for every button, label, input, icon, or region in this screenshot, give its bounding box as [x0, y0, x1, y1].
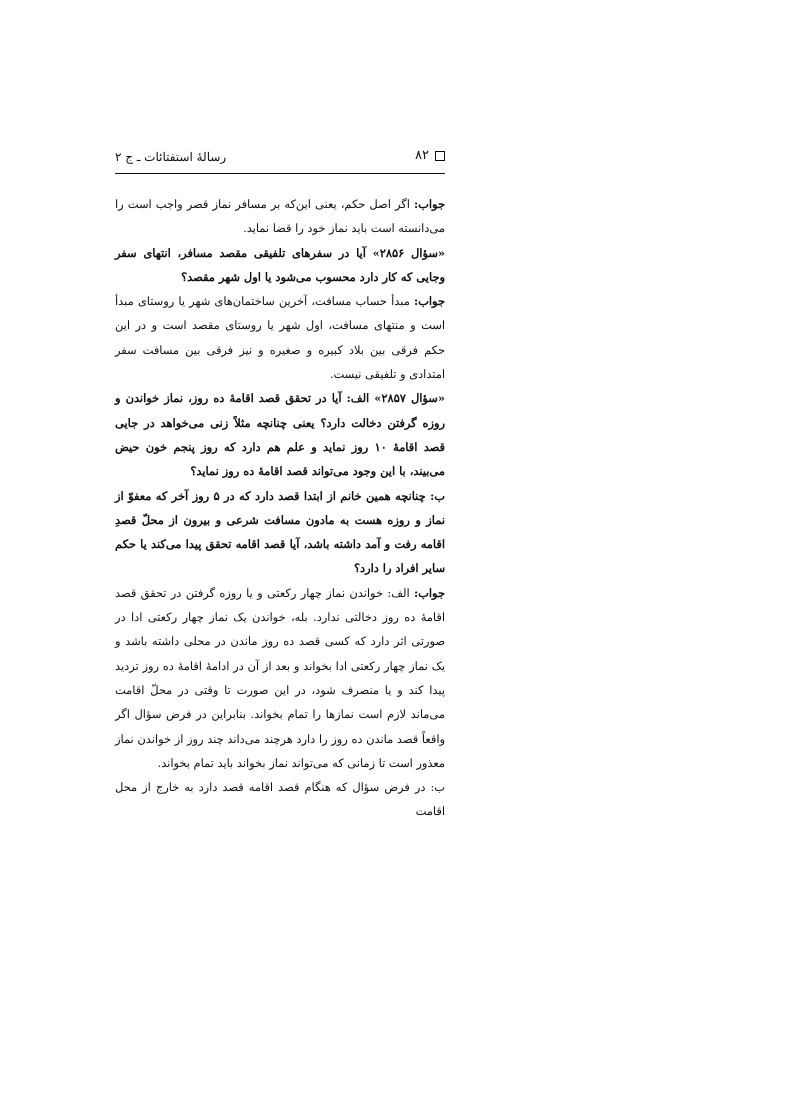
- answer-text: ب: در فرض سؤال که هنگام قصد اقامه قصد دارد به خارج از محل اقامت: [115, 780, 445, 819]
- answer-label: جواب:: [413, 585, 445, 600]
- answer-label: جواب:: [413, 294, 445, 309]
- answer-text: الف: خواندن نماز چهار رکعتی و یا روزه گرفتن در تحقق قصد اقامهٔ ده روز دخالتی ندارد. بله، خواندن یک نماز چهار رکعتی ادا در صورتی اثر دارد که کسی قصد ده روز ماندن در محلی داشته باشد و یک نماز چهار رکعتی ادا بخواند و بعد از آن در ادامهٔ اقامهٔ ده روز تردید پیدا کند و یا منصرف شود، در این صورت تا وقتی در محلّ اقامت می‌ماند لازم است نمازها را تمام بخواند. بنابراین در فرض سؤال اگر واقعاً قصد ماندن ده روز را دارد هرچند می‌داند چند روز از خواندن نماز معذور است تا زمانی که می‌تواند نماز بخواند باید تمام بخواند.: [115, 585, 445, 770]
- question-paragraph: ب: چنانچه همین خانم از ابتدا قصد دارد که در ۵ روز آخر که معفوّ از نماز و روزه هست به مادون مسافت شرعی و بیرون از محلّ قصدِ اقامه رفت و آمد داشته باشد، آیا قصد اقامه تحقق پیدا می‌کند یا حکم سایر افراد را دارد؟: [115, 488, 446, 576]
- answer-paragraph: [115, 289, 445, 386]
- body-text: [115, 192, 445, 824]
- answer-text: مبدأ حساب مسافت، آخرین ساختمان‌های شهر یا روستای مبدأ است و منتهای مسافت، اول شهر یا روستای مقصد است و در این حکم فرقی بین بلاد کبیره و صغیره و نیز فرقی بین مسافت سفر امتدادی و تلفیقی نیست.: [115, 294, 445, 382]
- answer-label: جواب:: [413, 197, 445, 211]
- page-number: ۸۲: [415, 148, 429, 163]
- answer-paragraph: [115, 775, 445, 824]
- book-title: رسالهٔ استفتائات ـ ج ۲: [115, 150, 227, 164]
- answer-paragraph: [115, 192, 445, 241]
- answer-paragraph: [115, 581, 445, 775]
- question-paragraph: «سؤال ۲۸۵۷» الف: آیا در تحقق قصد اقامهٔ ده روز، نماز خواندن و روزه گرفتن دخالت دارد؟ یعنی چنانچه مثلاً زنی می‌خواهد در جایی قصد اقامهٔ ۱۰ روز نماید و علم هم دارد که روز پنجم خون حیض می‌بیند، با این وجود می‌تواند قصد اقامهٔ ده روز نماید؟: [115, 391, 445, 479]
- answer-text: اگر اصل حکم، یعنی این‌که بر مسافر نماز قصر واجب است را می‌دانسته است باید نماز خود را قضا نماید.: [115, 197, 445, 236]
- page-number-group: [415, 148, 445, 163]
- question-paragraph: «سؤال ۲۸۵۶» آیا در سفرهای تلفیقی مقصد مسافر، انتهای سفر وجایی که کار دارد محسوب می‌شود یا اول شهر مقصد؟: [115, 245, 445, 284]
- running-header: [115, 147, 445, 174]
- square-icon: [435, 151, 445, 161]
